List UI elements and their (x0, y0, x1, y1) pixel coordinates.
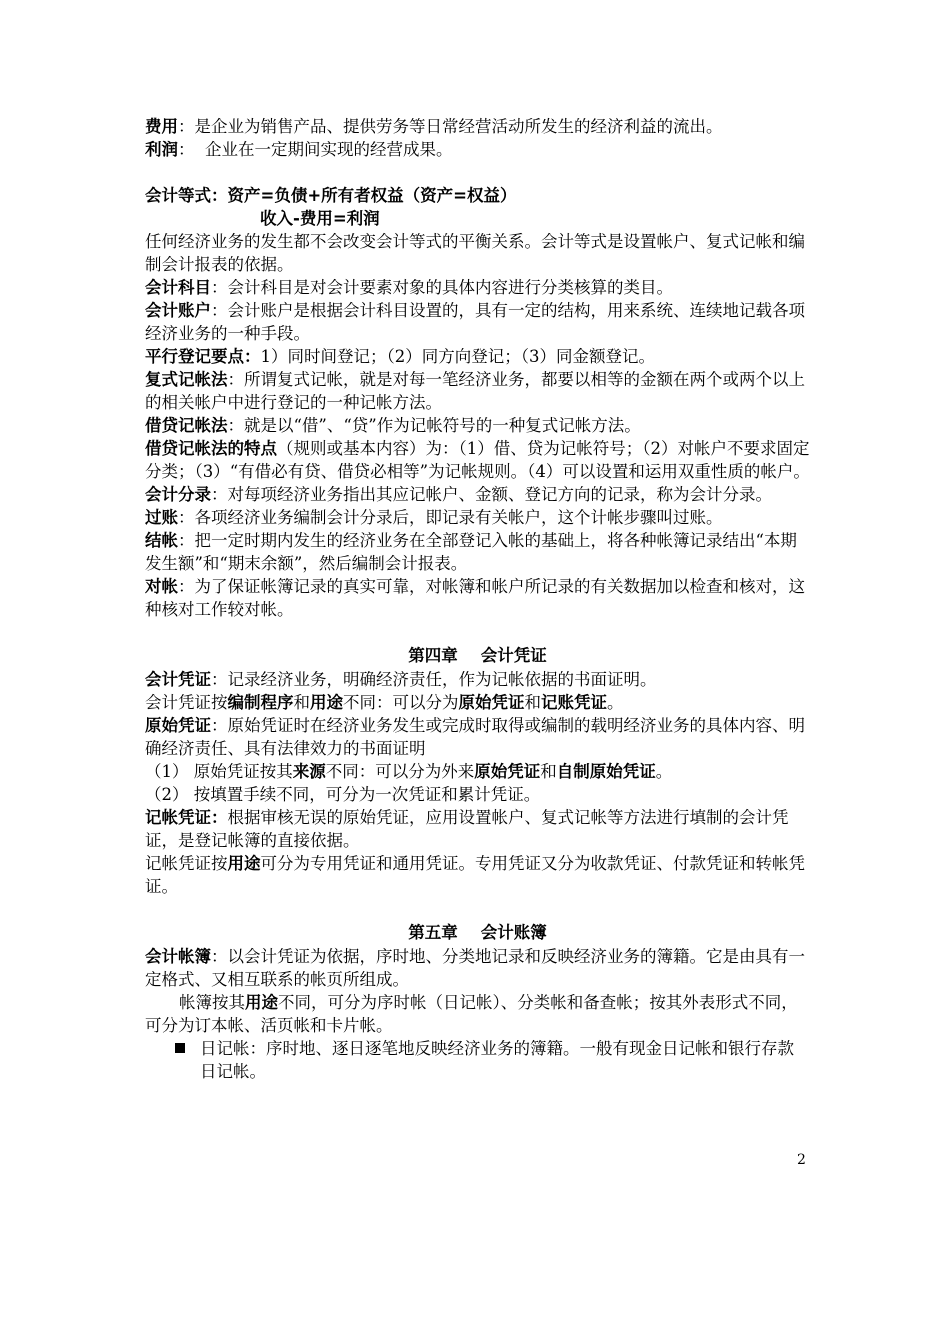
term-journal-entry: 会计分录 (145, 485, 211, 504)
list-item-1 (145, 760, 810, 783)
chapter-5-title: 第五章 会计账簿 (408, 923, 547, 942)
term-closing: 结帐 (145, 531, 178, 550)
page-content (145, 115, 810, 1083)
spacer (145, 161, 810, 184)
definition-account: ：会计账户是根据会计科目设置的，具有一定的结构，用来系统、连续地记载各项经济业务的一种手段。 (145, 301, 805, 343)
definition-profit: ： 企业在一定期间实现的经营成果。 (178, 140, 453, 159)
text-bold: 原始凭证 (474, 762, 541, 781)
term-double-entry: 复式记帐法 (145, 370, 228, 389)
text-segment: 帐簿按其 (179, 993, 245, 1012)
chapter-4-title: 第四章 会计凭证 (408, 646, 547, 665)
square-bullet-icon (175, 1043, 185, 1053)
paragraph-ledger-classes (145, 991, 810, 1037)
text-segment: 可分为专用凭证和通用凭证。专用凭证又分为收款凭证、付款凭证和转帐凭证。 (145, 854, 805, 896)
definition-posting: ：各项经济业务编制会计分录后，即记录有关帐户，这个计帐步骤叫过账。 (178, 508, 723, 527)
paragraph-voucher (145, 668, 810, 691)
text-segment: 不同：可以分为外来 (325, 762, 475, 781)
accounting-equation-1: 会计等式：资产=负债+所有者权益（资产=权益） (145, 186, 517, 205)
term-voucher: 会计凭证 (145, 670, 211, 689)
paragraph-reconciliation (145, 575, 810, 621)
definition-ledger: ：以会计凭证为依据，序时地、分类地记录和反映经济业务的簿籍。它是由具有一定格式、又相互联系的帐页所组成。 (145, 947, 805, 989)
bullet-text: 日记帐：序时地、逐日逐笔地反映经济业务的簿籍。一般有现金日记帐和银行存款日记帐。 (200, 1039, 794, 1081)
text-bold: 记账凭证 (541, 693, 607, 712)
text-segment: 。 (607, 693, 624, 712)
paragraph-profit (145, 138, 810, 161)
text-segment: （1） 原始凭证按其 (145, 762, 293, 781)
paragraph-bookkeeping-voucher (145, 806, 810, 852)
term-expense: 费用 (145, 117, 178, 136)
paragraph-account (145, 299, 810, 345)
paragraph-debit-credit (145, 414, 810, 437)
text-bold: 用途 (227, 854, 261, 873)
paragraph-double-entry (145, 368, 810, 414)
definition-source-voucher: ：原始凭证时在经济业务发生或完成时取得或编制的载明经济业务的具体内容、明确经济责任、具有法律效力的书面证明 (145, 716, 805, 758)
term-account: 会计账户 (145, 301, 211, 320)
text-bold: 原始凭证 (458, 693, 525, 712)
definition-double-entry: ：所谓复式记帐，就是对每一笔经济业务，都要以相等的金额在两个或两个以上的相关帐户中进行登记的一种记帐方法。 (145, 370, 805, 412)
text-bold: 编制程序 (227, 693, 294, 712)
term-reconciliation: 对帐 (145, 577, 178, 596)
text-segment: 不同：可以分为 (343, 693, 459, 712)
definition-parallel-posting: 1）同时间登记；（2）同方向登记；（3）同金额登记。 (260, 347, 655, 366)
paragraph-expense (145, 115, 810, 138)
spacer (145, 898, 810, 921)
spacer (145, 621, 810, 644)
definition-closing: ：把一定时期内发生的经济业务在全部登记入帐的基础上，将各种帐簿记录结出“本期发生额”和“期末余额”，然后编制会计报表。 (145, 531, 797, 573)
term-account-subject: 会计科目 (145, 278, 211, 297)
list-item-2: （2） 按填置手续不同，可分为一次凭证和累计凭证。 (145, 785, 541, 804)
text-bold: 用途 (245, 993, 278, 1012)
definition-debit-credit-features: （规则或基本内容）为：（1）借、贷为记帐符号；（2）对帐户不要求固定分类；（3）“有借必有贷、借贷必相等”为记帐规则。（4）可以设置和运用双重性质的帐户。 (145, 439, 810, 481)
paragraph-account-subject (145, 276, 810, 299)
term-parallel-posting: 平行登记要点： (145, 347, 261, 366)
page-number: 2 (797, 1152, 806, 1168)
term-debit-credit-features: 借贷记帐法的特点 (145, 439, 277, 458)
term-bookkeeping-voucher: 记帐凭证： (145, 808, 228, 827)
paragraph-equation-desc: 任何经济业务的发生都不会改变会计等式的平衡关系。会计等式是设置帐户、复式记帐和编制会计报表的依据。 (145, 232, 805, 274)
text-bold: 用途 (310, 693, 343, 712)
paragraph-ledger (145, 945, 810, 991)
term-debit-credit: 借贷记帐法 (145, 416, 228, 435)
definition-debit-credit: ：就是以“借”、“贷”作为记帐符号的一种复式记帐方法。 (227, 416, 641, 435)
paragraph-voucher-classes (145, 691, 810, 714)
text-segment: 和 (293, 693, 310, 712)
term-profit: 利润 (145, 140, 178, 159)
definition-expense: ：是企业为销售产品、提供劳务等日常经营活动所发生的经济利益的流出。 (178, 117, 723, 136)
definition-journal-entry: ：对每项经济业务指出其应记帐户、金额、登记方向的记录，称为会计分录。 (211, 485, 772, 504)
paragraph-parallel-posting (145, 345, 810, 368)
definition-reconciliation: ：为了保证帐簿记录的真实可靠，对帐簿和帐户所记录的有关数据加以检查和核对，这种核对工作较对帐。 (145, 577, 805, 619)
bullet-item-journal (145, 1037, 810, 1083)
paragraph-voucher-usage (145, 852, 810, 898)
text-segment: 和 (540, 762, 557, 781)
text-segment: 会计凭证按 (145, 693, 228, 712)
text-bold: 自制原始凭证 (556, 762, 656, 781)
text-segment: 不同，可分为序时帐（日记帐）、分类帐和备查帐；按其外表形式不同，可分为订本帐、活页帐和卡片帐。 (145, 993, 798, 1035)
paragraph-debit-credit-features (145, 437, 810, 483)
definition-account-subject: ：会计科目是对会计要素对象的具体内容进行分类核算的类目。 (211, 278, 673, 297)
paragraph-journal-entry (145, 483, 810, 506)
text-segment: 。 (655, 762, 673, 781)
paragraph-closing (145, 529, 810, 575)
term-ledger: 会计帐簿 (145, 947, 211, 966)
paragraph-source-voucher (145, 714, 810, 760)
text-segment: 和 (524, 693, 541, 712)
paragraph-posting (145, 506, 810, 529)
text-segment: 记帐凭证按 (145, 854, 228, 873)
term-posting: 过账 (145, 508, 178, 527)
accounting-equation-2: 收入-费用=利润 (260, 209, 380, 228)
text-bold: 来源 (292, 762, 326, 781)
term-source-voucher: 原始凭证 (145, 716, 211, 735)
definition-bookkeeping-voucher: 根据审核无误的原始凭证，应用设置帐户、复式记帐等方法进行填制的会计凭证，是登记帐簿的直接依据。 (145, 808, 789, 850)
definition-voucher: ：记录经济业务，明确经济责任，作为记帐依据的书面证明。 (211, 670, 657, 689)
